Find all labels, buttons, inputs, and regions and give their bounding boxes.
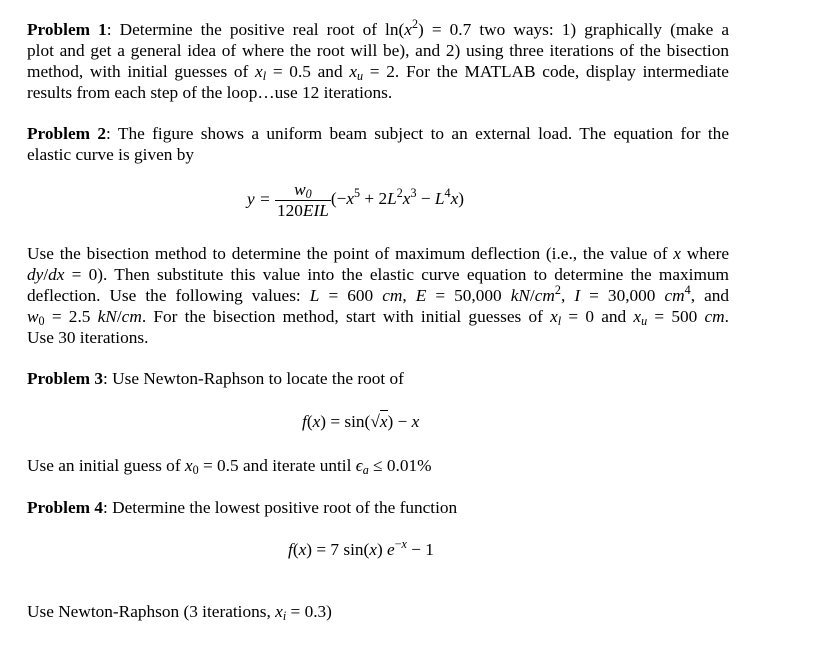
problem-3-equation: f(x) = sin(√x) − x xyxy=(302,412,420,431)
problem-4-text-1: : Determine the lowest positive root of the function xyxy=(103,498,458,517)
problem-3-label: Problem 3 xyxy=(27,369,103,388)
eq-numerator: $w_0$ xyxy=(275,181,331,201)
problem-2-text-1: : The figure shows a uniform beam subject to an external load. The equation for the xyxy=(106,124,729,143)
problem-1-line-3: method, with initial guesses of $x_l = 0.5$ and $x_u = 2$. For the MATLAB code, display intermediate xyxy=(27,62,729,83)
problem-1-label: Problem 1 xyxy=(27,20,107,39)
problem-1-text-1: : Determine the positive real root of $\ln(x^2) = 0.7$ two ways: 1) graphically (make a xyxy=(106,17,729,39)
problem-3-line-2: Use an initial guess of $x_0 = 0.5$ and iterate until $\epsilon_a \le 0.01\%$ xyxy=(27,456,432,477)
problem-1-line-4: results from each step of the loop…use 12 iterations. xyxy=(27,83,393,102)
problem-1-line-2: plot and get a general idea of where the root will be), and 2) using three iterations of the bisection xyxy=(27,41,729,60)
problem-2-body-3: deflection. Use the following values: L = 600 cm, E = 50,000 $kN/cm^2$, I = 30,000 $cm^4$, and xyxy=(27,283,730,305)
problem-3-line-1 xyxy=(27,369,404,390)
problem-2-body-4: $w_0 = 2.5$ kN/cm. For the bisection method, start with initial guesses of $x_l = 0$ and $x_u = 500$ cm. xyxy=(27,307,729,328)
problem-4-line-2: Use Newton-Raphson (3 iterations, $x_i = 0.3$) xyxy=(27,602,332,623)
eq-lhs: y = xyxy=(247,189,271,209)
problem-2-label: Problem 2 xyxy=(27,124,107,143)
eq-fraction xyxy=(275,181,331,220)
problem-2-line-1 xyxy=(27,124,729,145)
problem-2-body-1: Use the bisection method to determine the point of maximum deflection (i.e., the value of x where xyxy=(27,244,729,263)
eq-denominator: 120EIL xyxy=(276,201,329,220)
problem-4-line-1 xyxy=(27,498,457,519)
eq-rhs: $(-x^5 + 2L^2x^3 - L^4x)$ xyxy=(330,186,465,209)
elastic-curve-equation xyxy=(247,181,464,220)
problem-1-line-1 xyxy=(27,17,729,41)
problem-2-body-5: Use 30 iterations. xyxy=(27,328,149,347)
problem-2-body-2: dy/dx = 0). Then substitute this value into the elastic curve equation to determine the maximum xyxy=(27,265,729,284)
problem-2-line-2: elastic curve is given by xyxy=(27,145,194,164)
problem-4-equation: f(x) = 7 sin(x) $e^{-x} - 1$ xyxy=(288,537,434,559)
problem-4-label: Problem 4 xyxy=(27,498,103,517)
problem-3-text-1: : Use Newton-Raphson to locate the root of xyxy=(103,369,404,388)
